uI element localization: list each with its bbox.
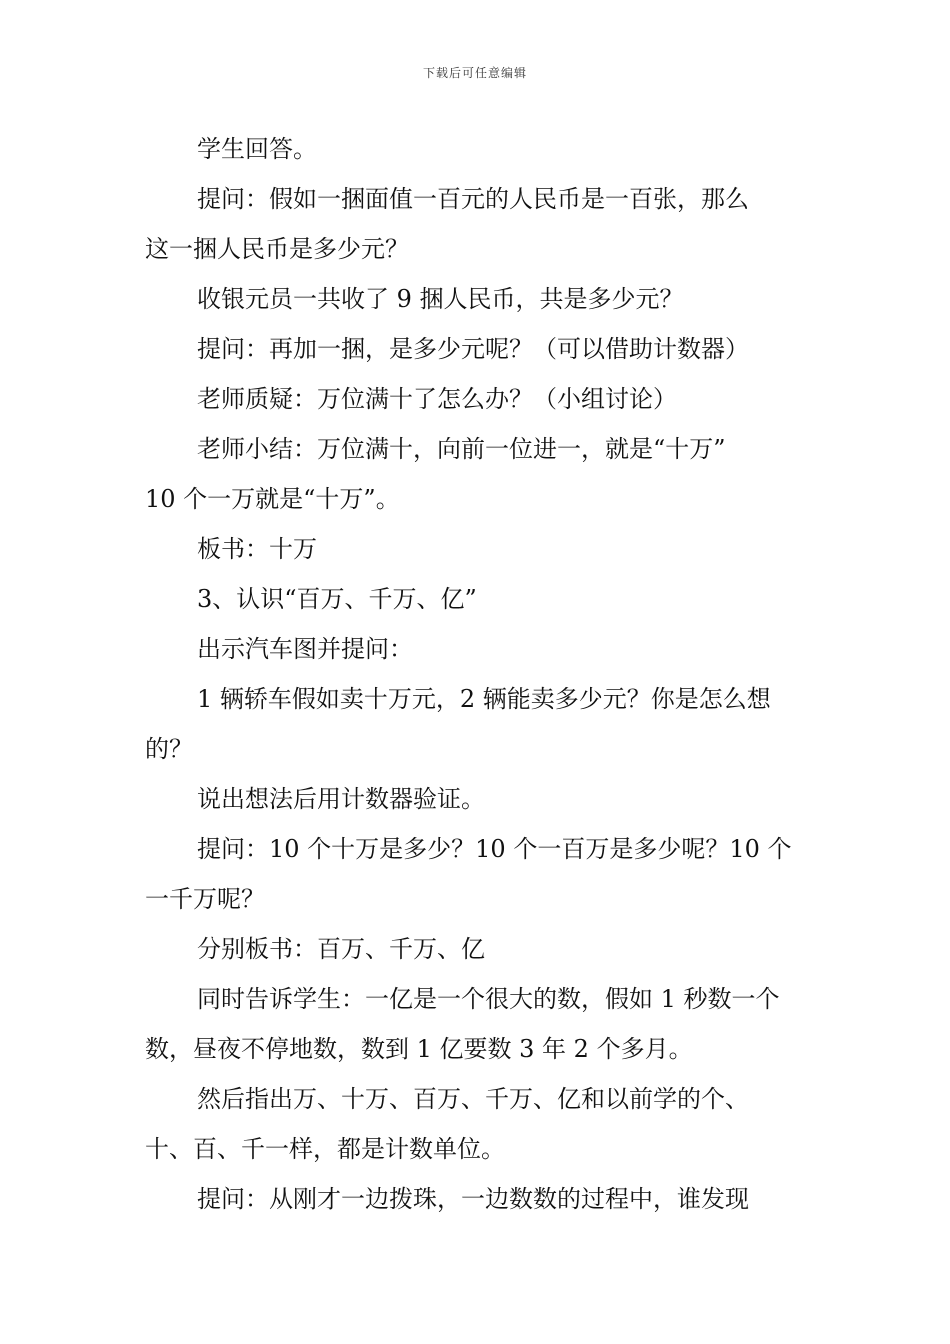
text-line: 一千万呢？ bbox=[145, 885, 265, 913]
text-line: 1 辆轿车假如卖十万元，2 辆能卖多少元？你是怎么想 bbox=[197, 685, 771, 713]
text-line: 10 个一万就是“十万”。 bbox=[145, 485, 400, 513]
text-line: 提问：10 个十万是多少？10 个一百万是多少呢？10 个 bbox=[197, 835, 792, 863]
text-line: 十、百、千一样，都是计数单位。 bbox=[145, 1135, 505, 1163]
text-line: 说出想法后用计数器验证。 bbox=[197, 785, 485, 813]
text-line: 板书：十万 bbox=[197, 535, 317, 563]
text-line: 学生回答。 bbox=[197, 135, 317, 163]
text-line: 出示汽车图并提问： bbox=[197, 635, 413, 663]
document-body bbox=[145, 124, 810, 1224]
text-line: 数，昼夜不停地数，数到 1 亿要数 3 年 2 个多月。 bbox=[145, 1035, 693, 1063]
text-line: 同时告诉学生：一亿是一个很大的数，假如 1 秒数一个 bbox=[197, 985, 780, 1013]
text-line: 这一捆人民币是多少元？ bbox=[145, 235, 409, 263]
text-line: 然后指出万、十万、百万、千万、亿和以前学的个、 bbox=[197, 1085, 749, 1113]
text-line: 老师质疑：万位满十了怎么办？（小组讨论） bbox=[197, 385, 677, 413]
text-line: 提问：从刚才一边拨珠，一边数数的过程中，谁发现 bbox=[197, 1185, 749, 1213]
text-line: 提问：假如一捆面值一百元的人民币是一百张，那么 bbox=[197, 185, 749, 213]
text-line: 提问：再加一捆，是多少元呢？（可以借助计数器） bbox=[197, 335, 749, 363]
text-line: 3、认识“百万、千万、亿” bbox=[197, 585, 477, 613]
text-line: 收银元员一共收了 9 捆人民币，共是多少元？ bbox=[197, 285, 684, 313]
text-line: 老师小结：万位满十，向前一位进一，就是“十万” bbox=[197, 435, 726, 463]
text-line: 分别板书：百万、千万、亿 bbox=[197, 935, 485, 963]
page-header: 下载后可任意编辑 bbox=[422, 66, 527, 80]
text-line: 的？ bbox=[145, 735, 193, 763]
